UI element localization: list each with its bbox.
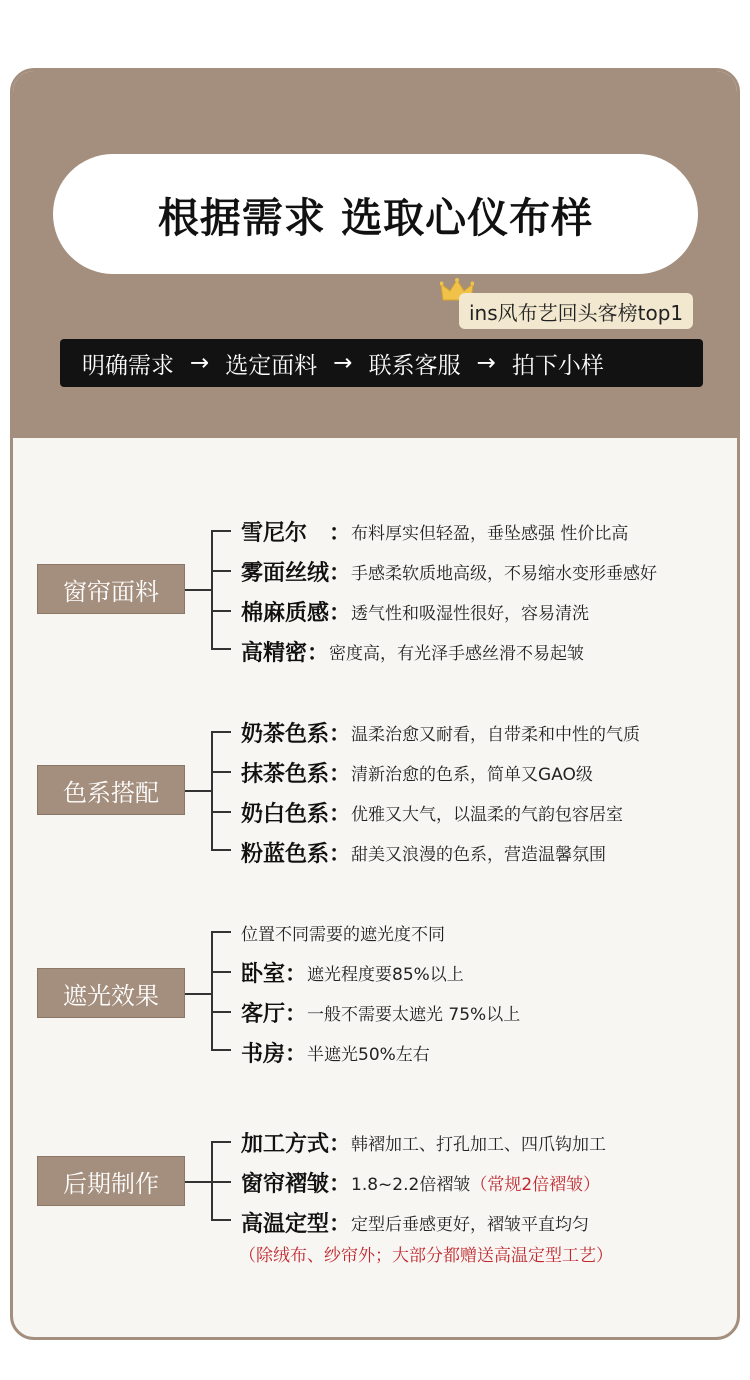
bracket-line [211,731,231,851]
item-value: 1.8~2.2倍褶皱 [351,1174,471,1195]
header-banner [13,71,737,438]
list-item [241,596,589,626]
item-value: 密度高，有光泽手感丝滑不易起皱 [329,643,585,664]
flow-step-4: 拍下小样 [511,352,604,379]
list-item [241,797,623,827]
item-key: 窗帘褶皱： [241,1171,352,1197]
item-value: 透气性和吸湿性很好，容易清洗 [351,603,590,624]
list-item [241,636,584,666]
arrow-right-icon: → [476,350,496,376]
connector-line [211,771,231,773]
list-item [241,1167,600,1197]
flow-step-2: 选定面料 [225,352,318,379]
item-key: 高精密： [241,640,330,666]
item-key: 卧室： [241,961,308,987]
list-item [241,757,593,787]
bracket-line [211,530,231,650]
list-item [241,516,628,546]
connector-line [211,610,231,612]
list-item [241,717,640,747]
item-key: 棉麻质感： [241,600,352,626]
item-key: 雪尼尔 ： [241,520,352,546]
footnote: （除绒布、纱帘外；大部分都赠送高温定型工艺） [239,1246,613,1266]
connector-line [185,993,211,995]
page-title: 根据需求 选取心仪布样 [157,193,594,242]
item-key: 奶白色系： [241,801,352,827]
list-item [241,1207,589,1237]
highlight-note: （常规2倍褶皱） [470,1174,601,1195]
connector-line [211,811,231,813]
section-label-colors: 色系搭配 [37,765,185,815]
item-key: 抹茶色系： [241,761,352,787]
connector-line [185,790,211,792]
section-label-fabric: 窗帘面料 [37,564,185,614]
item-value: 布料厚实但轻盈，垂坠感强 性价比高 [351,523,629,544]
item-value: 甜美又浪漫的色系，营造温馨氛围 [351,844,607,865]
item-value: 半遮光50%左右 [307,1044,430,1065]
list-item [241,917,445,947]
badge-text: ins风布艺回头客榜top1 [469,300,684,325]
ranking-badge [459,293,693,329]
section-label-processing: 后期制作 [37,1156,185,1206]
item-key: 奶茶色系： [241,721,352,747]
flow-step-1: 明确需求 [82,352,174,379]
item-key: 粉蓝色系： [241,841,352,867]
item-value: 手感柔软质地高级，不易缩水变形垂感好 [351,563,658,584]
connector-line [211,1181,231,1183]
list-item [241,997,520,1027]
intro-text: 位置不同需要的遮光度不同 [241,924,445,945]
arrow-right-icon: → [333,350,353,376]
title-pill [53,154,698,274]
item-value: 遮光程度要85%以上 [307,964,464,985]
arrow-right-icon: → [190,350,210,376]
list-item [241,1037,430,1067]
connector-line [211,971,231,973]
list-item [241,957,464,987]
item-key: 书房： [241,1041,308,1067]
item-value: 清新治愈的色系，简单又GAO级 [351,764,593,785]
list-item [241,556,657,586]
item-value: 优雅又大气，以温柔的气韵包容居室 [351,804,624,825]
section-label-blackout: 遮光效果 [37,968,185,1018]
list-item [241,837,606,867]
item-value: 韩褶加工、打孔加工、四爪钩加工 [351,1134,607,1155]
connector-line [185,589,211,591]
connector-line [211,570,231,572]
bracket-line [211,931,231,1051]
item-value: 一般不需要太遮光 75%以上 [307,1004,521,1025]
item-key: 高温定型： [241,1211,352,1237]
connector-line [185,1181,211,1183]
item-value: 温柔治愈又耐看，自带柔和中性的气质 [351,724,641,745]
list-item [241,1127,606,1157]
content-card [10,68,740,1340]
item-value: 定型后垂感更好，褶皱平直均匀 [351,1214,590,1235]
item-key: 加工方式： [241,1131,352,1157]
flow-step-3: 联系客服 [368,352,461,379]
item-key: 客厅： [241,1001,308,1027]
item-key: 雾面丝绒： [241,560,352,586]
connector-line [211,1011,231,1013]
process-flow-bar [60,339,703,387]
